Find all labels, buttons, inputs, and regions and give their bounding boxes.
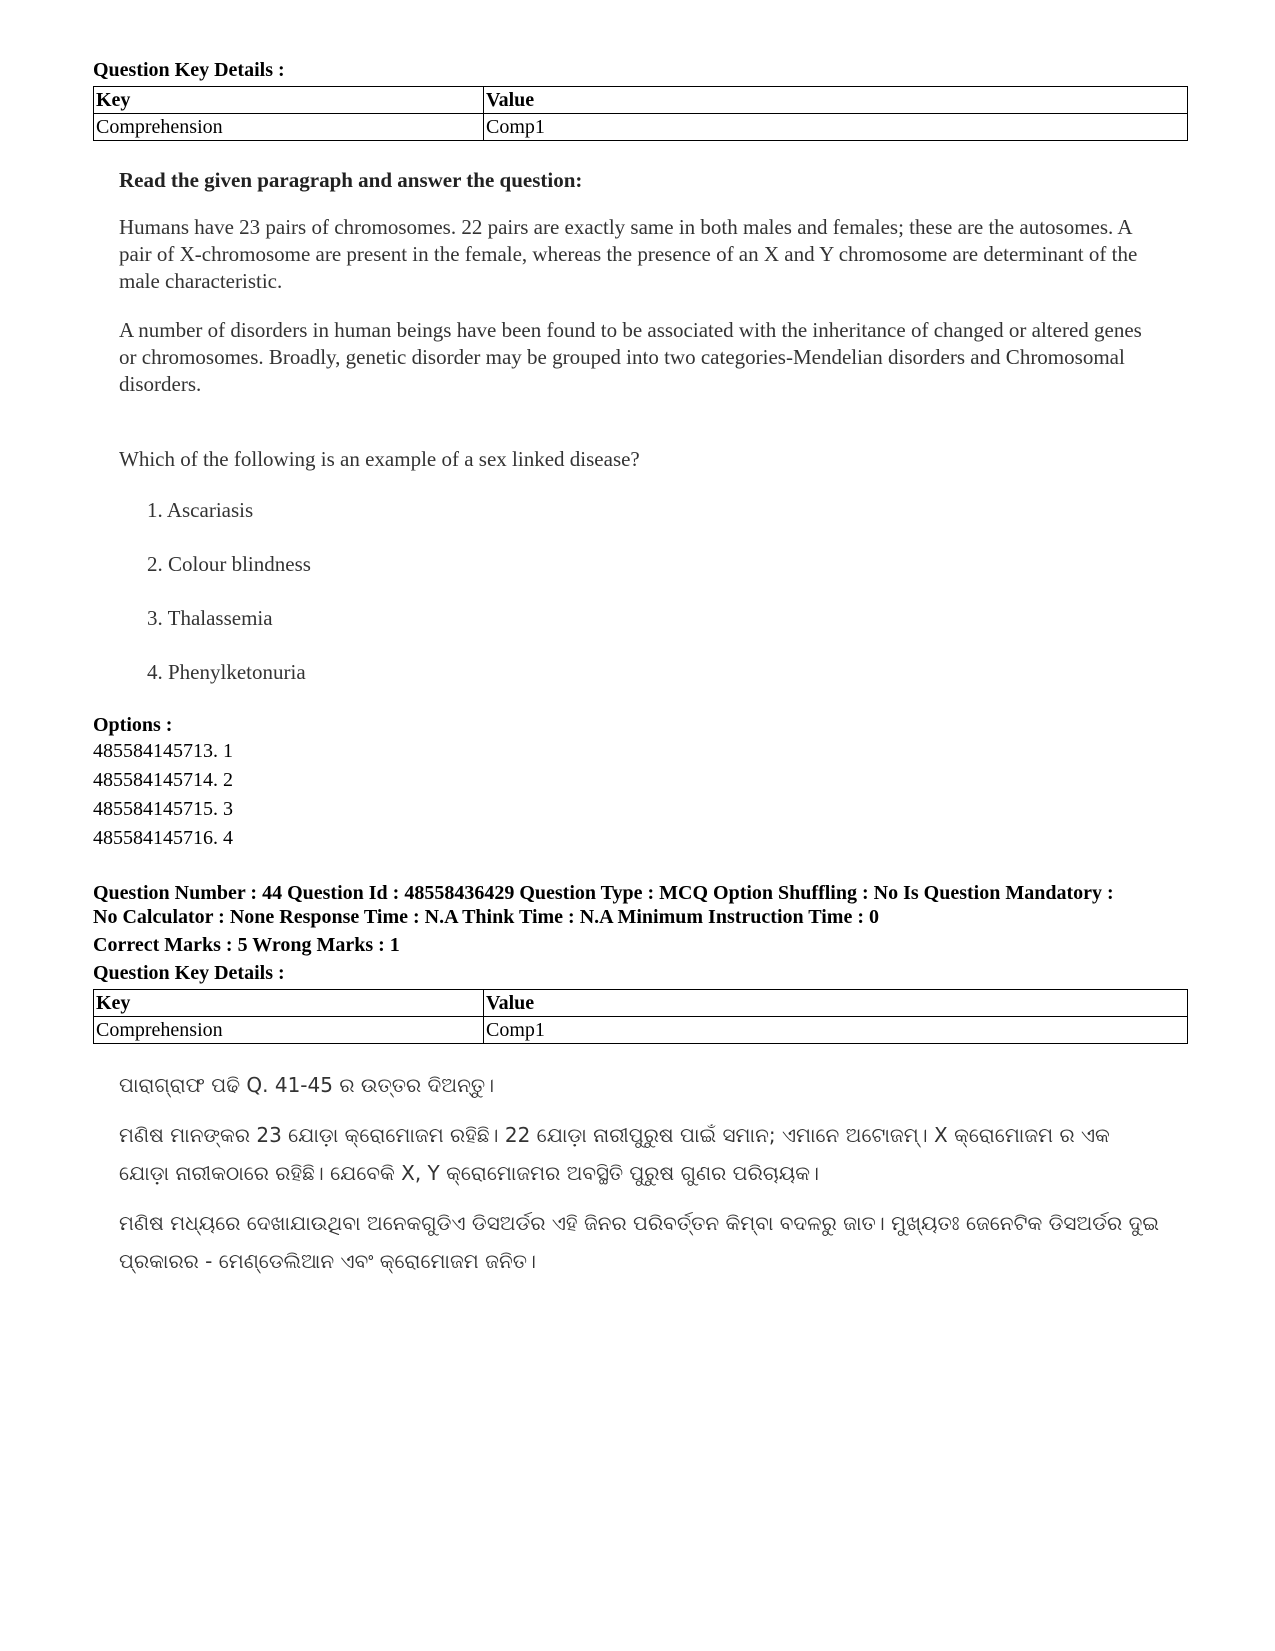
question-marks: Correct Marks : 5 Wrong Marks : 1 bbox=[93, 934, 400, 956]
document-page bbox=[93, 58, 1188, 1292]
table-header-row bbox=[94, 990, 1188, 1017]
table-header-key: Key bbox=[94, 87, 484, 114]
key-value-table bbox=[93, 86, 1188, 141]
passage-english bbox=[119, 167, 1188, 686]
question-meta-line-1: Question Number : 44 Question Id : 48558436429 Question Type : MCQ Option Shuffling : No Is Question Mandatory : bbox=[93, 882, 1114, 904]
key-details-label: Question Key Details : bbox=[93, 962, 285, 984]
table-cell-value: Comp1 bbox=[484, 114, 1188, 141]
table-cell-key: Comprehension bbox=[94, 114, 484, 141]
key-value-table bbox=[93, 989, 1188, 1044]
table-header-row bbox=[94, 87, 1188, 114]
table-row bbox=[94, 1017, 1188, 1044]
options-block bbox=[93, 713, 1188, 853]
key-details-label: Question Key Details : bbox=[93, 59, 285, 81]
passage-odia-paragraph-1: ମଣିଷ ମାନଙ୍କର 23 ଯୋଡ଼ା କ୍ରୋମୋଜମ ରହିଛି। 22 ଯୋଡ଼ା ନାରୀପୁରୁଷ ପାଇଁ ସମାନ; ଏମାନେ ଅଟୋଜମ୍। X କ୍ରୋମୋଜମ ର ଏକ ଯୋଡ଼ା ନାରୀକଠାରେ ରହିଛି। ଯେବେକି X, Y କ୍ରୋମୋଜମର ଅବସ୍ଥିତି ପୁରୁଷ ଗୁଣର ପରିଚାୟକ। bbox=[119, 1123, 1110, 1185]
passage-paragraph-2: A number of disorders in human beings have been found to be associated with the inheritance of changed or altered genes or chromosomes. Broadly, genetic disorder may be grouped into two categories-Mendelian disorders and Chromosomal disorders. bbox=[119, 318, 1142, 396]
choice-2: 2. Colour blindness bbox=[147, 552, 311, 576]
table-cell-value: Comp1 bbox=[484, 1017, 1188, 1044]
choice-3: 3. Thalassemia bbox=[147, 606, 273, 630]
table-row bbox=[94, 114, 1188, 141]
table-cell-key: Comprehension bbox=[94, 1017, 484, 1044]
option-item: 485584145715. 3 bbox=[93, 798, 233, 820]
option-item: 485584145714. 2 bbox=[93, 769, 233, 791]
option-item: 485584145713. 1 bbox=[93, 740, 233, 762]
choice-1: 1. Ascariasis bbox=[147, 498, 254, 522]
passage-odia-heading: ପାରାଗ୍ରାଫ ପଢି Q. 41-45 ର ଉତ୍ତର ଦିଅନ୍ତୁ। bbox=[119, 1073, 495, 1097]
table-header-key: Key bbox=[94, 990, 484, 1017]
passage-odia-paragraph-2: ମଣିଷ ମଧ୍ୟରେ ଦେଖାଯାଉଥିବା ଅନେକଗୁଡିଏ ଡିସଅର୍ଡର ଏହି ଜିନର ପରିବର୍ତ୍ତନ କିମ୍ବା ବଦଳରୁ ଜାତ। ମୁଖ୍ୟତଃ ଜେନେଟିକ ଡିସଅର୍ଡର ଦୁଇ ପ୍ରକାରର - ମେଣ୍ଡେଲିଆନ ଏବଂ କ୍ରୋମୋଜମ ଜନିତ। bbox=[119, 1211, 1159, 1273]
option-item: 485584145716. 4 bbox=[93, 827, 233, 849]
question-meta bbox=[93, 881, 1188, 985]
table-header-value: Value bbox=[484, 990, 1188, 1017]
question-text: Which of the following is an example of a sex linked disease? bbox=[119, 447, 640, 471]
table-header-value: Value bbox=[484, 87, 1188, 114]
options-label: Options : bbox=[93, 714, 173, 736]
passage-heading: Read the given paragraph and answer the question: bbox=[119, 168, 583, 192]
choice-4: 4. Phenylketonuria bbox=[147, 660, 306, 684]
question-meta-line-2: No Calculator : None Response Time : N.A Think Time : N.A Minimum Instruction Time : 0 bbox=[93, 906, 879, 928]
passage-paragraph-1: Humans have 23 pairs of chromosomes. 22 pairs are exactly same in both males and females; these are the autosomes. A pair of X-chromosome are present in the female, whereas the presence of an X and Y chromosome are determinant of the male characteristic. bbox=[119, 215, 1138, 293]
passage-odia bbox=[119, 1066, 1188, 1280]
